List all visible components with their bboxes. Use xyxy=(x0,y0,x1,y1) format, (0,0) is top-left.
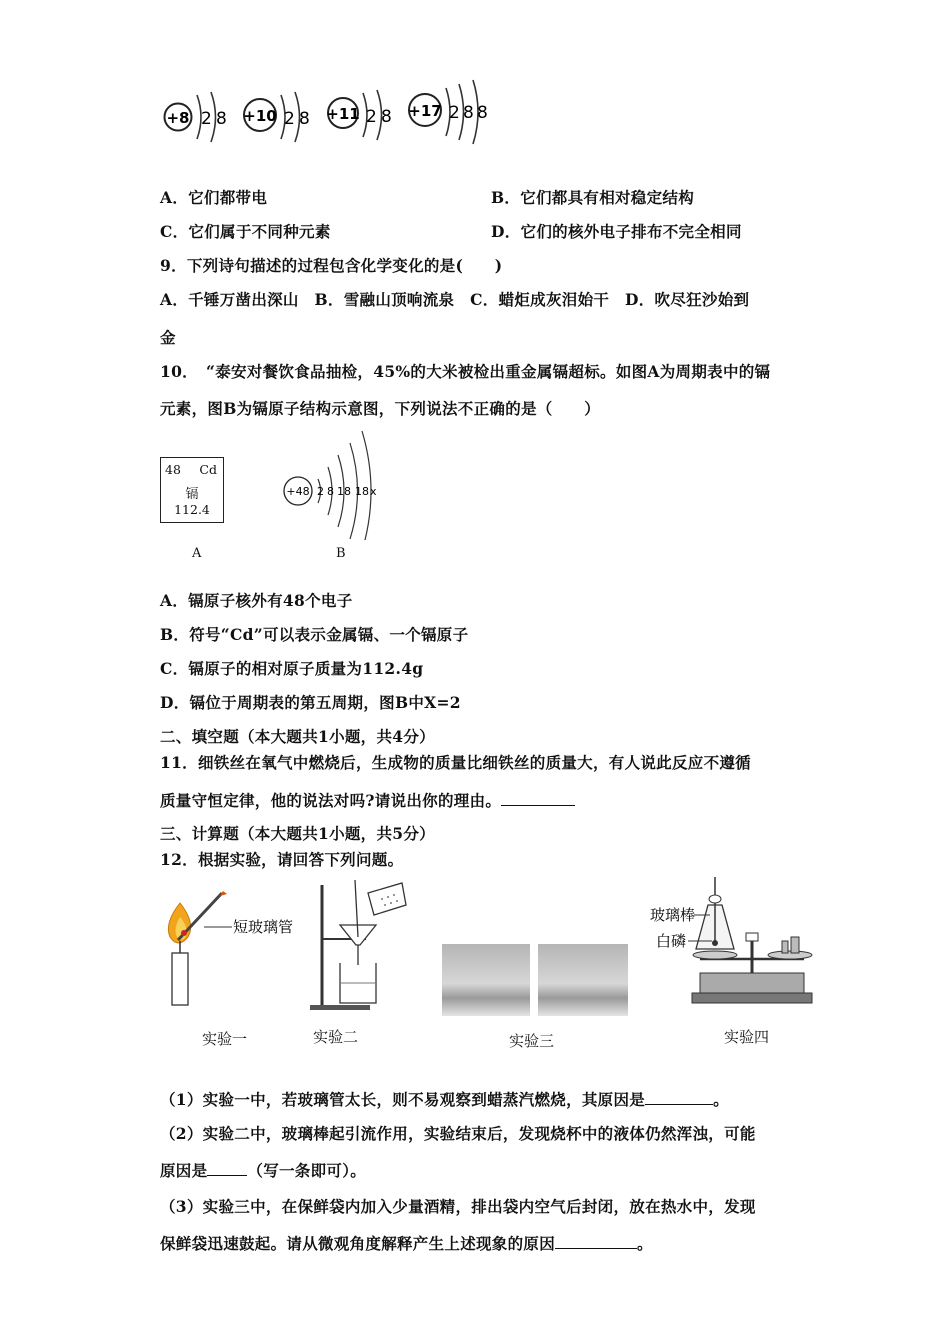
ion-3-nucleus: +11 xyxy=(326,105,360,123)
atom-shell-5: x xyxy=(370,485,377,498)
q12-sub1-text: （1）实验一中，若玻璃管太长，则不易观察到蜡蒸汽燃烧，其原因是 xyxy=(160,1090,646,1109)
q8-option-c: C．它们属于不同种元素 xyxy=(160,222,331,241)
ion-2-shell-2: 8 xyxy=(299,109,310,129)
experiment-1-figure xyxy=(160,885,310,1010)
section-3-title: 三、计算题（本大题共1小题，共5分） xyxy=(160,824,435,843)
q8-option-d: D．它们的核外电子排布不完全相同 xyxy=(491,222,742,241)
q10-stem-line1: 10． “泰安对餐饮食品抽检，45%的大米被检出重金属镉超标。如图A为周期表中的镉 xyxy=(160,362,771,381)
atom-nucleus: +48 xyxy=(286,485,310,498)
q12-sub1-end: 。 xyxy=(713,1090,729,1109)
q12-sub3-line2 xyxy=(160,1232,653,1254)
ion-diagram-4 xyxy=(408,80,488,144)
experiment-4-label: 实验四 xyxy=(724,1028,770,1046)
q12-sub2-blank[interactable] xyxy=(207,1161,247,1176)
q10-stem-line2: 元素，图B为镉原子结构示意图，下列说法不正确的是（ ） xyxy=(160,399,601,418)
experiment-3-photo-2 xyxy=(538,944,628,1016)
experiment-1-label: 实验一 xyxy=(202,1030,248,1048)
q9-stem: 9．下列诗句描述的过程包含化学变化的是( ) xyxy=(160,256,503,275)
experiment-3-label: 实验三 xyxy=(509,1032,555,1050)
q12-stem: 12．根据实验，请回答下列问题。 xyxy=(160,850,404,869)
atom-shell-2: 8 xyxy=(327,485,334,498)
element-name: 镉 xyxy=(185,487,199,502)
q12-sub3-blank[interactable] xyxy=(555,1234,637,1249)
exp4-rod-label: 玻璃棒 xyxy=(650,906,696,924)
element-mass: 112.4 xyxy=(174,502,210,517)
q12-sub2-line1: （2）实验二中，玻璃棒起引流作用，实验结束后，发现烧杯中的液体仍然浑浊，可能 xyxy=(160,1124,756,1143)
ion-diagram-2 xyxy=(243,92,310,142)
q10-option-c: C．镉原子的相对原子质量为112.4g xyxy=(160,659,424,678)
element-symbol: Cd xyxy=(199,462,217,477)
q12-sub1 xyxy=(160,1088,729,1110)
q12-sub1-blank[interactable] xyxy=(645,1090,713,1105)
ion-1-nucleus: +8 xyxy=(166,109,190,127)
exp4-phosphorus-label: 白磷 xyxy=(656,932,687,950)
section-2-title: 二、填空题（本大题共1小题，共4分） xyxy=(160,727,435,746)
ion-4-shell-3: 8 xyxy=(477,103,488,123)
q11-answer-blank[interactable] xyxy=(501,791,575,806)
exp1-annotation: 短玻璃管 xyxy=(233,918,294,936)
atom-shell-4: 18 xyxy=(355,485,369,498)
q12-sub2-post: （写一条即可）。 xyxy=(247,1161,367,1180)
element-atomic-number: 48 xyxy=(165,462,181,477)
q10-option-a: A．镉原子核外有48个电子 xyxy=(160,591,353,610)
ion-4-shell-1: 2 xyxy=(449,103,460,123)
experiment-2-figure xyxy=(300,875,420,1015)
q10-option-d: D．镉位于周期表的第五周期，图B中X=2 xyxy=(160,693,461,712)
figure-b-label: B xyxy=(336,546,346,561)
ion-3-shell-1: 2 xyxy=(366,107,377,127)
q9-options-line2: 金 xyxy=(160,328,176,347)
experiment-2-label: 实验二 xyxy=(313,1028,359,1046)
experiment-4-figure xyxy=(640,875,830,1010)
q12-sub3-text: 保鲜袋迅速鼓起。请从微观角度解释产生上述现象的原因 xyxy=(160,1234,556,1253)
ion-2-shell-1: 2 xyxy=(284,109,295,129)
q12-sub3-line1: （3）实验三中，在保鲜袋内加入少量酒精，排出袋内空气后封闭，放在热水中，发现 xyxy=(160,1197,756,1216)
q12-sub2-pre: 原因是 xyxy=(160,1161,208,1180)
q9-options-line1: A．千锤万凿出深山 B．雪融山顶响流泉 C．蜡炬成灰泪始干 D．吹尽狂沙始到 xyxy=(160,290,750,309)
ion-diagram-1 xyxy=(165,92,227,142)
ion-1-shell-1: 2 xyxy=(201,109,212,129)
atom-shell-1: 2 xyxy=(317,485,324,498)
ion-diagram-3 xyxy=(326,90,392,140)
experiment-3-photo-1 xyxy=(442,944,530,1016)
cadmium-atom-structure xyxy=(280,425,390,540)
ion-4-nucleus: +17 xyxy=(408,102,442,120)
q11-line2 xyxy=(160,789,575,811)
ion-structure-diagrams xyxy=(155,72,505,147)
q11-line2-text: 质量守恒定律，他的说法对吗?请说出你的理由。 xyxy=(160,791,502,810)
q8-option-b: B．它们都具有相对稳定结构 xyxy=(491,188,695,207)
ion-4-shell-2: 8 xyxy=(463,103,474,123)
q12-sub2-line2 xyxy=(160,1159,366,1181)
q12-sub3-end: 。 xyxy=(637,1234,653,1253)
q11-line1: 11．细铁丝在氧气中燃烧后，生成物的质量比细铁丝的质量大，有人说此反应不遵循 xyxy=(160,753,751,772)
cadmium-element-card xyxy=(160,457,224,523)
q8-option-a: A．它们都带电 xyxy=(160,188,268,207)
ion-1-shell-2: 8 xyxy=(216,109,227,129)
ion-3-shell-2: 8 xyxy=(381,107,392,127)
figure-a-label: A xyxy=(192,546,202,561)
q10-option-b: B．符号“Cd”可以表示金属镉、一个镉原子 xyxy=(160,625,469,644)
atom-shell-3: 18 xyxy=(337,485,351,498)
ion-2-nucleus: +10 xyxy=(243,107,277,125)
